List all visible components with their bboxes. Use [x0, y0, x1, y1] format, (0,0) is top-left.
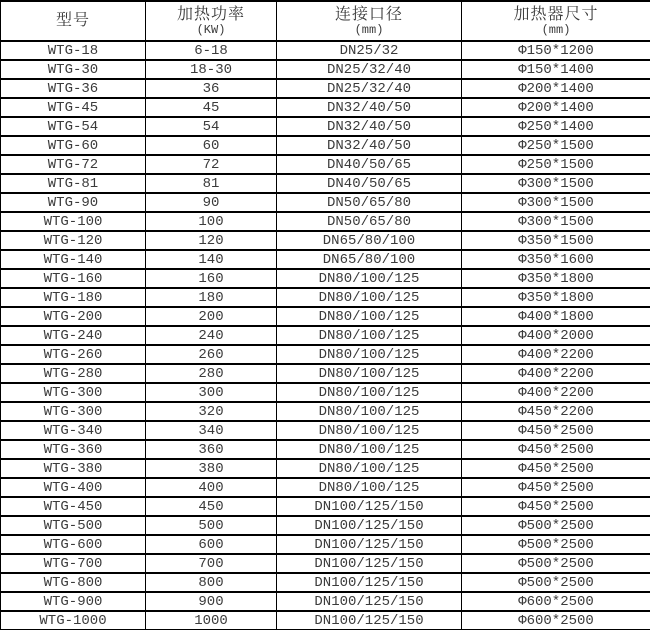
- size-cell: Φ500*2500: [462, 573, 650, 592]
- col-header-size: [462, 1, 650, 41]
- col-header-model: [1, 1, 146, 41]
- diameter-cell: DN32/40/50: [277, 136, 462, 155]
- table-row: [1, 478, 650, 497]
- model-cell: WTG-900: [1, 592, 146, 611]
- diameter-cell: DN100/125/150: [277, 535, 462, 554]
- size-cell: Φ400*2200: [462, 345, 650, 364]
- power-cell: 90: [146, 193, 277, 212]
- table-row: [1, 98, 650, 117]
- power-cell: 360: [146, 440, 277, 459]
- diameter-cell: DN25/32/40: [277, 60, 462, 79]
- col-header-diameter-unit: (mm): [354, 22, 384, 37]
- model-cell: WTG-360: [1, 440, 146, 459]
- size-cell: Φ450*2500: [462, 478, 650, 497]
- size-cell: Φ150*1400: [462, 60, 650, 79]
- diameter-cell: DN80/100/125: [277, 269, 462, 288]
- diameter-cell: DN40/50/65: [277, 174, 462, 193]
- power-cell: 81: [146, 174, 277, 193]
- power-cell: 18-30: [146, 60, 277, 79]
- size-cell: Φ500*2500: [462, 535, 650, 554]
- col-header-model-label: 型号: [55, 12, 90, 29]
- size-cell: Φ350*1800: [462, 269, 650, 288]
- table-row: [1, 326, 650, 345]
- power-cell: 900: [146, 592, 277, 611]
- model-cell: WTG-340: [1, 421, 146, 440]
- diameter-cell: DN80/100/125: [277, 478, 462, 497]
- size-cell: Φ250*1500: [462, 136, 650, 155]
- table-row: [1, 592, 650, 611]
- size-cell: Φ300*1500: [462, 212, 650, 231]
- diameter-cell: DN80/100/125: [277, 383, 462, 402]
- size-cell: Φ300*1500: [462, 193, 650, 212]
- model-cell: WTG-300: [1, 383, 146, 402]
- table-row: [1, 269, 650, 288]
- size-cell: Φ250*1400: [462, 117, 650, 136]
- col-header-size-label: 加热器尺寸: [513, 5, 599, 23]
- table-row: [1, 402, 650, 421]
- col-header-power: [146, 1, 277, 41]
- col-header-size-unit: (mm): [541, 22, 571, 37]
- size-cell: Φ450*2500: [462, 459, 650, 478]
- table-row: [1, 60, 650, 79]
- diameter-cell: DN80/100/125: [277, 364, 462, 383]
- size-cell: Φ400*2000: [462, 326, 650, 345]
- size-cell: Φ400*2200: [462, 364, 650, 383]
- model-cell: WTG-500: [1, 516, 146, 535]
- diameter-cell: DN80/100/125: [277, 288, 462, 307]
- size-cell: Φ250*1500: [462, 155, 650, 174]
- model-cell: WTG-120: [1, 231, 146, 250]
- power-cell: 100: [146, 212, 277, 231]
- power-cell: 280: [146, 364, 277, 383]
- table-row: [1, 307, 650, 326]
- table-row: [1, 288, 650, 307]
- diameter-cell: DN100/125/150: [277, 554, 462, 573]
- table-row: [1, 497, 650, 516]
- col-header-diameter-label: 连接口径: [334, 5, 403, 23]
- power-cell: 240: [146, 326, 277, 345]
- power-cell: 400: [146, 478, 277, 497]
- col-header-diameter: [277, 1, 462, 41]
- table-row: [1, 79, 650, 98]
- table-row: [1, 117, 650, 136]
- model-cell: WTG-90: [1, 193, 146, 212]
- size-cell: Φ450*2500: [462, 497, 650, 516]
- model-cell: WTG-18: [1, 41, 146, 60]
- table-row: [1, 155, 650, 174]
- diameter-cell: DN80/100/125: [277, 326, 462, 345]
- diameter-cell: DN100/125/150: [277, 497, 462, 516]
- model-cell: WTG-200: [1, 307, 146, 326]
- power-cell: 380: [146, 459, 277, 478]
- diameter-cell: DN80/100/125: [277, 440, 462, 459]
- size-cell: Φ350*1600: [462, 250, 650, 269]
- diameter-cell: DN25/32: [277, 41, 462, 60]
- power-cell: 600: [146, 535, 277, 554]
- table-row: [1, 212, 650, 231]
- size-cell: Φ450*2200: [462, 402, 650, 421]
- power-cell: 800: [146, 573, 277, 592]
- model-cell: WTG-54: [1, 117, 146, 136]
- table-body: [1, 41, 650, 630]
- power-cell: 320: [146, 402, 277, 421]
- table-row: [1, 383, 650, 402]
- power-cell: 140: [146, 250, 277, 269]
- power-cell: 180: [146, 288, 277, 307]
- power-cell: 36: [146, 79, 277, 98]
- diameter-cell: DN80/100/125: [277, 345, 462, 364]
- diameter-cell: DN80/100/125: [277, 307, 462, 326]
- table-row: [1, 193, 650, 212]
- model-cell: WTG-400: [1, 478, 146, 497]
- model-cell: WTG-60: [1, 136, 146, 155]
- diameter-cell: DN80/100/125: [277, 421, 462, 440]
- size-cell: Φ500*2500: [462, 554, 650, 573]
- power-cell: 300: [146, 383, 277, 402]
- power-cell: 120: [146, 231, 277, 250]
- power-cell: 54: [146, 117, 277, 136]
- diameter-cell: DN100/125/150: [277, 516, 462, 535]
- table-row: [1, 231, 650, 250]
- power-cell: 500: [146, 516, 277, 535]
- table-row: [1, 174, 650, 193]
- size-cell: Φ500*2500: [462, 516, 650, 535]
- diameter-cell: DN50/65/80: [277, 212, 462, 231]
- table-row: [1, 611, 650, 630]
- power-cell: 6-18: [146, 41, 277, 60]
- model-cell: WTG-800: [1, 573, 146, 592]
- model-cell: WTG-600: [1, 535, 146, 554]
- table-row: [1, 250, 650, 269]
- size-cell: Φ450*2500: [462, 421, 650, 440]
- diameter-cell: DN50/65/80: [277, 193, 462, 212]
- model-cell: WTG-45: [1, 98, 146, 117]
- model-cell: WTG-100: [1, 212, 146, 231]
- power-cell: 1000: [146, 611, 277, 630]
- diameter-cell: DN40/50/65: [277, 155, 462, 174]
- power-cell: 260: [146, 345, 277, 364]
- diameter-cell: DN100/125/150: [277, 592, 462, 611]
- diameter-cell: DN32/40/50: [277, 98, 462, 117]
- model-cell: WTG-260: [1, 345, 146, 364]
- size-cell: Φ350*1800: [462, 288, 650, 307]
- diameter-cell: DN65/80/100: [277, 250, 462, 269]
- header-row: [1, 1, 650, 41]
- diameter-cell: DN80/100/125: [277, 459, 462, 478]
- col-header-power-unit: (KW): [196, 22, 226, 37]
- power-cell: 450: [146, 497, 277, 516]
- table-row: [1, 573, 650, 592]
- diameter-cell: DN32/40/50: [277, 117, 462, 136]
- diameter-cell: DN65/80/100: [277, 231, 462, 250]
- table-row: [1, 364, 650, 383]
- power-cell: 60: [146, 136, 277, 155]
- size-cell: Φ200*1400: [462, 79, 650, 98]
- model-cell: WTG-450: [1, 497, 146, 516]
- power-cell: 200: [146, 307, 277, 326]
- size-cell: Φ200*1400: [462, 98, 650, 117]
- model-cell: WTG-140: [1, 250, 146, 269]
- model-cell: WTG-180: [1, 288, 146, 307]
- power-cell: 700: [146, 554, 277, 573]
- model-cell: WTG-30: [1, 60, 146, 79]
- model-cell: WTG-240: [1, 326, 146, 345]
- power-cell: 340: [146, 421, 277, 440]
- table-row: [1, 535, 650, 554]
- table-row: [1, 459, 650, 478]
- col-header-power-label: 加热功率: [176, 5, 245, 23]
- model-cell: WTG-380: [1, 459, 146, 478]
- size-cell: Φ450*2500: [462, 440, 650, 459]
- diameter-cell: DN80/100/125: [277, 402, 462, 421]
- size-cell: Φ600*2500: [462, 611, 650, 630]
- power-cell: 72: [146, 155, 277, 174]
- size-cell: Φ350*1500: [462, 231, 650, 250]
- size-cell: Φ150*1200: [462, 41, 650, 60]
- size-cell: Φ600*2500: [462, 592, 650, 611]
- model-cell: WTG-300: [1, 402, 146, 421]
- size-cell: Φ300*1500: [462, 174, 650, 193]
- table-row: [1, 440, 650, 459]
- table-row: [1, 345, 650, 364]
- power-cell: 45: [146, 98, 277, 117]
- table-row: [1, 554, 650, 573]
- size-cell: Φ400*2200: [462, 383, 650, 402]
- table-row: [1, 136, 650, 155]
- model-cell: WTG-1000: [1, 611, 146, 630]
- table-row: [1, 41, 650, 60]
- table-row: [1, 516, 650, 535]
- model-cell: WTG-160: [1, 269, 146, 288]
- model-cell: WTG-81: [1, 174, 146, 193]
- model-cell: WTG-36: [1, 79, 146, 98]
- power-cell: 160: [146, 269, 277, 288]
- diameter-cell: DN100/125/150: [277, 611, 462, 630]
- model-cell: WTG-700: [1, 554, 146, 573]
- diameter-cell: DN25/32/40: [277, 79, 462, 98]
- table-row: [1, 421, 650, 440]
- diameter-cell: DN100/125/150: [277, 573, 462, 592]
- model-cell: WTG-72: [1, 155, 146, 174]
- model-cell: WTG-280: [1, 364, 146, 383]
- size-cell: Φ400*1800: [462, 307, 650, 326]
